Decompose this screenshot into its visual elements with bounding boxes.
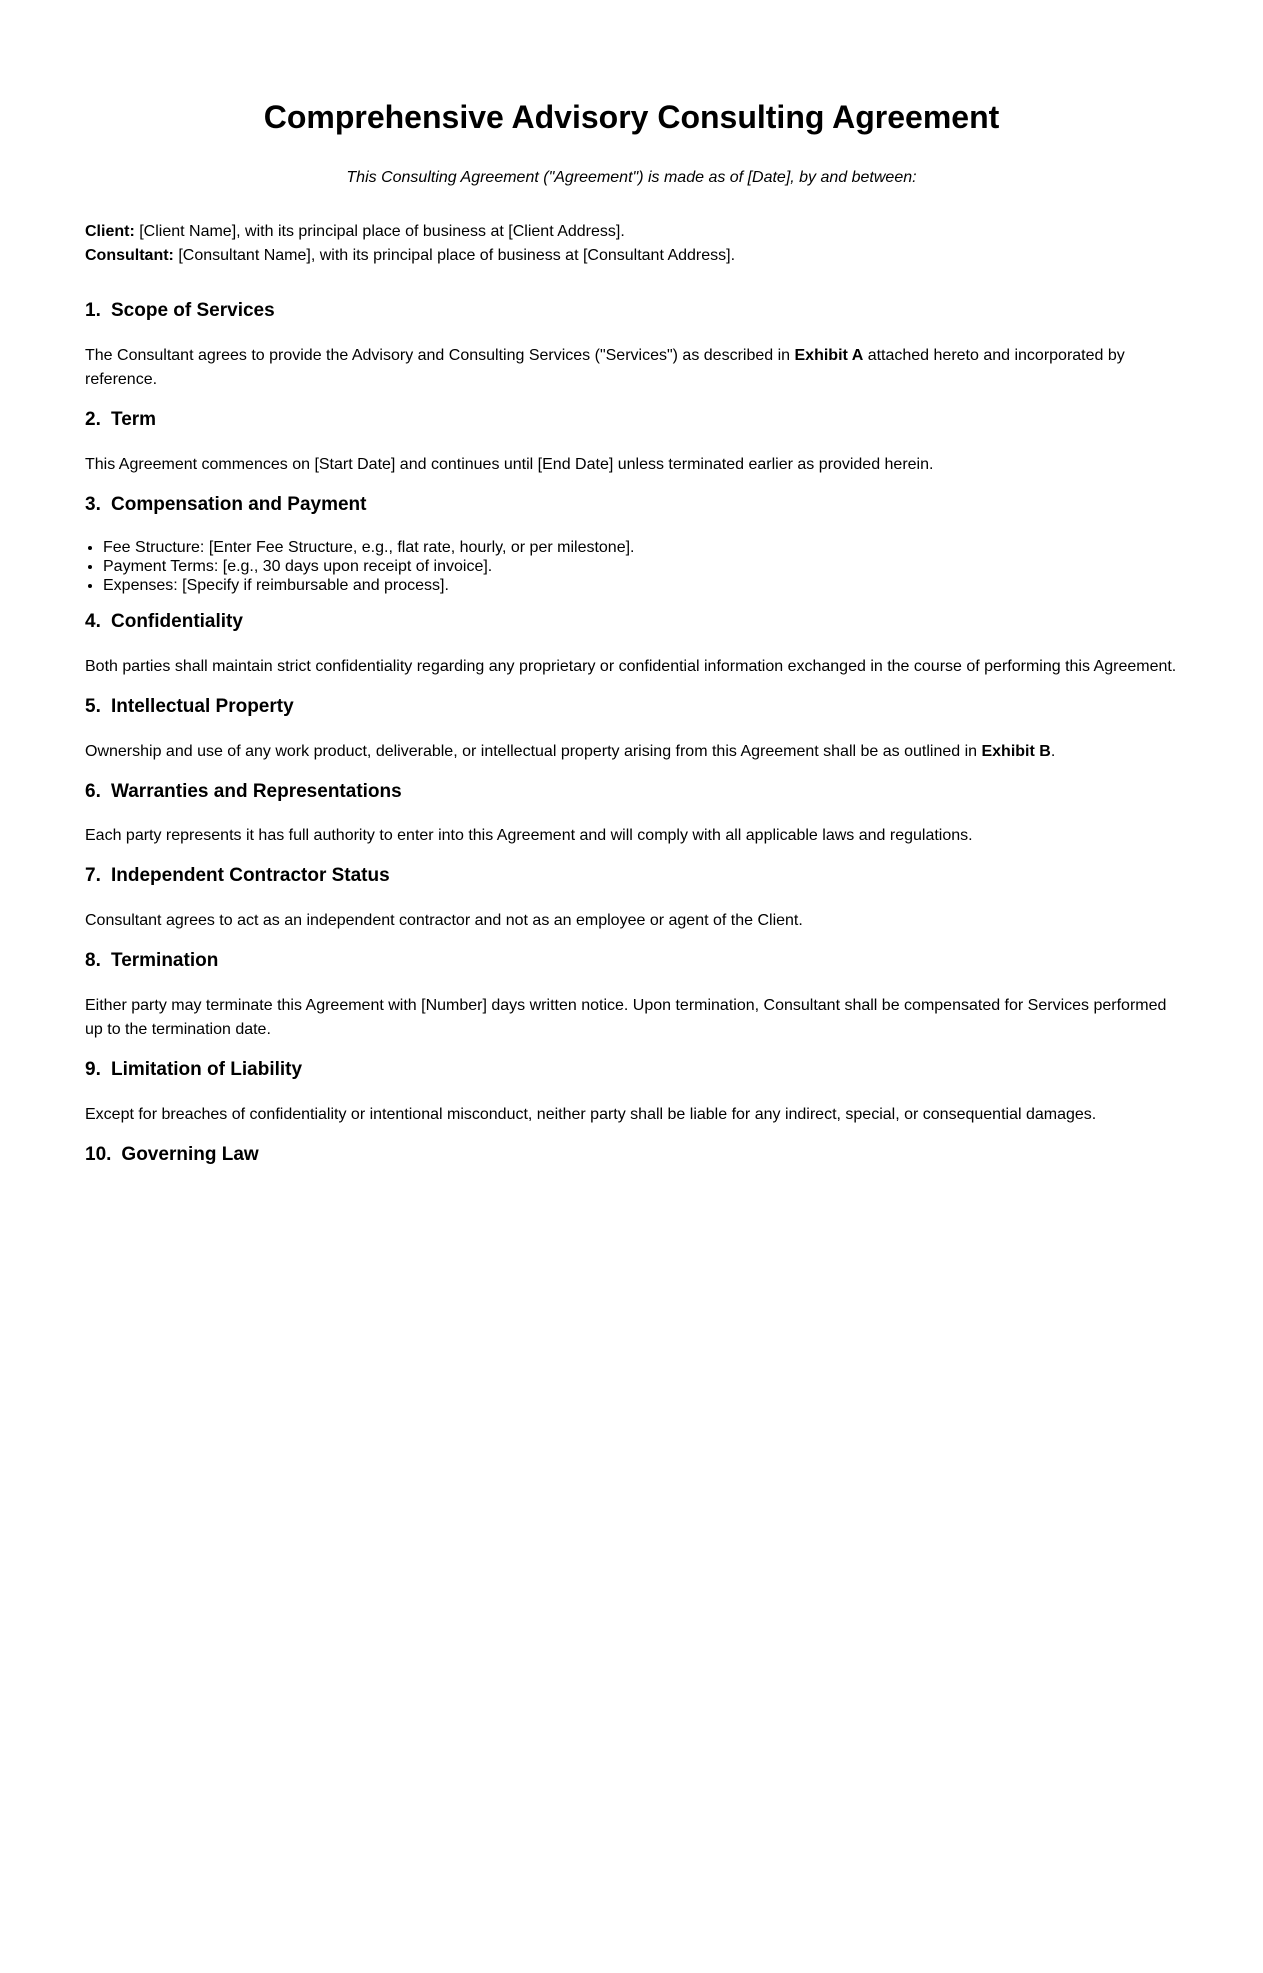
section-number: 3.: [85, 493, 101, 515]
section-heading-text: Term: [111, 409, 157, 431]
section-heading-text: Warranties and Representations: [111, 780, 402, 802]
section-paragraph: [85, 740, 1178, 765]
section: [85, 611, 1178, 680]
section-heading-text: Governing Law: [121, 1143, 259, 1165]
section-heading: [85, 300, 1178, 322]
document-subtitle: This Consulting Agreement ("Agreement") is made as of [Date], by and between:: [346, 168, 917, 186]
section-heading-text: Termination: [111, 949, 219, 971]
section-number: 1.: [85, 299, 101, 321]
section-paragraph: [85, 1103, 1178, 1128]
section-heading-text: Independent Contractor Status: [111, 865, 390, 887]
bold-text-segment: Exhibit B: [981, 742, 1051, 760]
section-heading-text: Compensation and Payment: [111, 493, 367, 515]
section-paragraph: [85, 824, 1178, 849]
section-paragraph: [85, 909, 1178, 934]
section-heading: [85, 1144, 1178, 1166]
bullet-list: [85, 538, 1178, 596]
bullet-item: • Fee Structure: [Enter Fee Structure, e.g., flat rate, hourly, or per milestone].: [103, 538, 1178, 557]
section-paragraph: [85, 655, 1178, 680]
section: [85, 781, 1178, 850]
bullet-item: • Payment Terms: [e.g., 30 days upon receipt of invoice].: [103, 557, 1178, 576]
sections-container: [85, 300, 1178, 1166]
text-segment: The Consultant agrees to provide the Advisory and Consulting Services ("Services") as described in: [85, 346, 795, 364]
section-paragraph: [85, 344, 1178, 394]
section-number: 9.: [85, 1059, 101, 1081]
page-title: Comprehensive Advisory Consulting Agreement: [263, 99, 1000, 135]
section: [85, 1144, 1178, 1166]
section-heading: [85, 611, 1178, 633]
text-segment: attached hereto and incorporated by reference.: [85, 346, 1125, 389]
section-number: 4.: [85, 611, 101, 633]
section-paragraph: [85, 994, 1178, 1044]
text-segment: Except for breaches of confidentiality or intentional misconduct, neither party shall be liable for any indirect, special, or consequential damages.: [85, 1106, 1097, 1124]
text-segment: Each party represents it has full authority to enter into this Agreement and will comply with all applicable laws and regulations.: [85, 827, 973, 845]
section-heading: [85, 409, 1178, 431]
text-segment: This Agreement commences on [Start Date] and continues until [End Date] unless terminated earlier as provided herein.: [85, 456, 934, 474]
section: [85, 300, 1178, 393]
section: [85, 409, 1178, 478]
text-segment: Either party may terminate this Agreement with [Number] days written notice. Upon termination, Consultant shall be compensated for Services performed up to the termination date.: [85, 996, 1167, 1039]
party-label: Consultant:: [85, 246, 174, 264]
section-heading: [85, 781, 1178, 803]
section-heading: [85, 494, 1178, 516]
text-segment: Ownership and use of any work product, deliverable, or intellectual property arising from this Agreement shall be as outlined in: [85, 742, 982, 760]
section-number: 7.: [85, 865, 101, 887]
section-heading-text: Intellectual Property: [111, 695, 294, 717]
section-heading: [85, 1059, 1178, 1081]
section-heading-text: Confidentiality: [111, 611, 243, 633]
section-number: 5.: [85, 695, 101, 717]
section-number: 10.: [85, 1143, 112, 1165]
section-number: 8.: [85, 949, 101, 971]
text-segment: Both parties shall maintain strict confidentiality regarding any proprietary or confidential information exchanged in the course of performing this Agreement.: [85, 658, 1177, 676]
section: [85, 865, 1178, 934]
party-line: Consultant: [Consultant Name], with its principal place of business at [Consultant Address].: [85, 246, 736, 264]
section-heading-text: Scope of Services: [111, 299, 275, 321]
text-segment: .: [1050, 742, 1056, 760]
bold-text-segment: Exhibit A: [794, 346, 864, 364]
section-number: 6.: [85, 780, 101, 802]
section: [85, 494, 1178, 595]
text-segment: Consultant agrees to act as an independent contractor and not as an employee or agent of the Client.: [85, 912, 803, 930]
section: [85, 696, 1178, 765]
parties-block: [85, 220, 1178, 268]
section-number: 2.: [85, 409, 101, 431]
section-heading: [85, 950, 1178, 972]
section: [85, 950, 1178, 1043]
section: [85, 1059, 1178, 1128]
party-line: Client: [Client Name], with its principal place of business at [Client Address].: [85, 222, 625, 240]
section-heading: [85, 865, 1178, 887]
section-heading-text: Limitation of Liability: [111, 1059, 303, 1081]
section-heading: [85, 696, 1178, 718]
bullet-item: • Expenses: [Specify if reimbursable and process].: [103, 576, 1178, 595]
section-paragraph: [85, 453, 1178, 478]
party-label: Client:: [85, 222, 135, 240]
